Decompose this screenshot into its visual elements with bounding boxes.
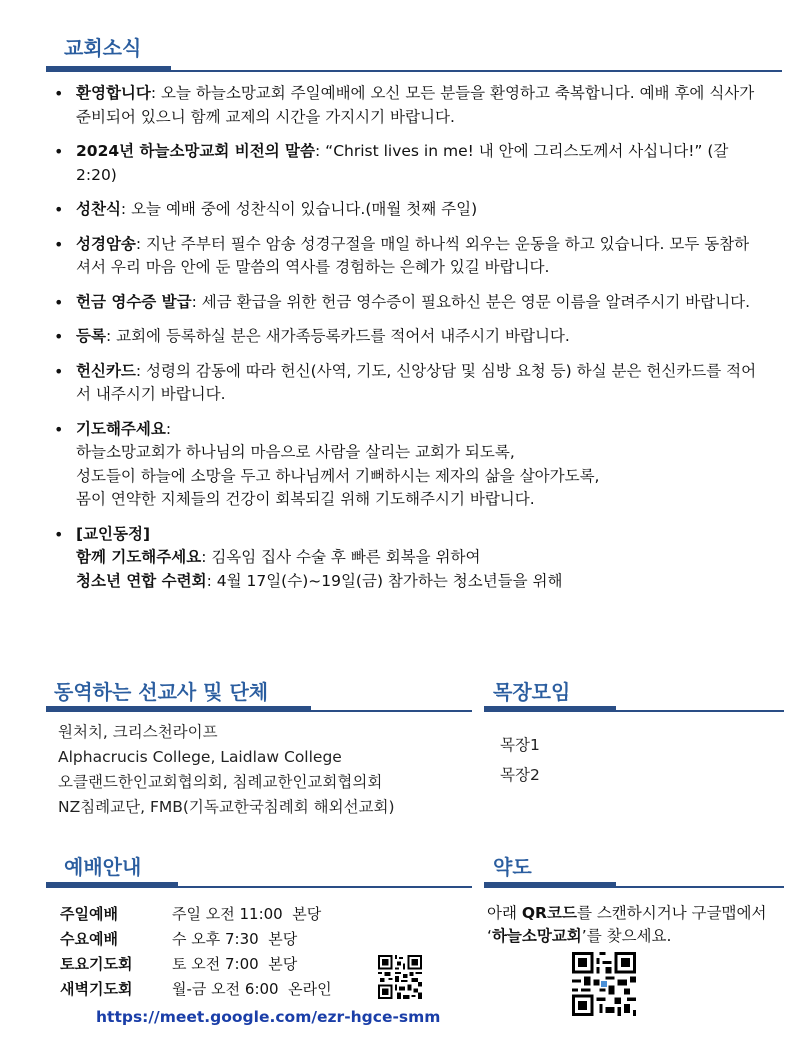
missions-list bbox=[58, 720, 395, 820]
news-item-head: 헌금 영수증 발급 bbox=[76, 292, 192, 311]
map-instructions bbox=[487, 902, 787, 948]
news-item-head: 환영합니다 bbox=[76, 84, 151, 102]
missions-rule bbox=[46, 710, 472, 712]
map-qr-word: QR코드 bbox=[521, 904, 577, 922]
news-item-body: : 성령의 감동에 따라 헌신(사역, 기도, 신앙상담 및 심방 요청 등) 하실 분은 헌신카드를 적어서 내주시기 바랍니다. bbox=[76, 361, 757, 403]
cells-rule bbox=[484, 710, 784, 712]
map-rule bbox=[484, 886, 784, 888]
worship-row bbox=[60, 902, 332, 927]
news-item bbox=[52, 291, 757, 315]
news-item bbox=[52, 140, 757, 187]
members-row-label: 함께 기도해주세요 bbox=[76, 548, 202, 566]
missions-line: 원처치, 크리스천라이프 bbox=[58, 723, 218, 741]
map-text-middle: 를 스캔하시거나 구글맵에서 ‘ bbox=[487, 904, 767, 945]
news-item-head: 2024년 하늘소망교회 비전의 말씀 bbox=[76, 142, 316, 160]
cells-line: 목장2 bbox=[500, 766, 540, 784]
map-church-name: 하늘소망교회 bbox=[491, 927, 582, 945]
news-item bbox=[52, 360, 757, 407]
prayer-item bbox=[52, 418, 757, 512]
worship-time: 월-금 오전 6:00 온라인 bbox=[172, 980, 332, 998]
members-row bbox=[76, 570, 757, 594]
news-item-body: : “Christ lives in me! 내 안에 그리스도께서 사십니다!” (갈 2:20) bbox=[76, 142, 729, 184]
prayer-head: 기도해주세요 bbox=[76, 419, 166, 438]
worship-row bbox=[60, 952, 332, 977]
worship-rule bbox=[46, 886, 472, 888]
news-item bbox=[52, 198, 757, 222]
missions-line: 오클랜드한인교회협의회, 침례교한인교회협의회 bbox=[58, 773, 383, 791]
news-item-body: : 오늘 하늘소망교회 주일예배에 오신 모든 분들을 환영하고 축복합니다. 예배 후에 식사가 준비되어 있으니 함께 교제의 시간을 가지시기 바랍니다. bbox=[76, 84, 755, 126]
members-row-label: 청소년 연합 수련회 bbox=[76, 571, 207, 590]
prayer-line: 몸이 연약한 지체들의 건강이 회복되길 위해 기도해주시기 바랍니다. bbox=[76, 490, 535, 508]
missions-line: NZ침례교단, FMB(기독교한국침례회 해외선교회) bbox=[58, 798, 395, 816]
news-item bbox=[52, 82, 757, 129]
prayer-line: 하늘소망교회가 하나님의 마음으로 사람을 살리는 교회가 되도록, bbox=[76, 443, 515, 461]
cells-list bbox=[500, 730, 540, 790]
news-list bbox=[52, 82, 757, 604]
news-item-head: 등록 bbox=[76, 327, 106, 345]
worship-row bbox=[60, 977, 332, 1002]
map-text-before: 아래 bbox=[487, 904, 522, 922]
worship-name: 주일예배 bbox=[60, 905, 118, 923]
prayer-line: 성도들이 하늘에 소망을 두고 하나님께서 기뻐하시는 제자의 삶을 살아가도록, bbox=[76, 466, 600, 485]
news-item-head: 성찬식 bbox=[76, 200, 121, 218]
news-item-head: 성경암송 bbox=[76, 234, 136, 253]
members-head: [교인동정] bbox=[76, 524, 151, 543]
worship-title: 예배안내 bbox=[64, 855, 142, 879]
news-title: 교회소식 bbox=[64, 36, 142, 60]
news-rule bbox=[46, 70, 782, 72]
worship-row bbox=[60, 927, 332, 952]
worship-schedule bbox=[60, 902, 332, 1002]
members-item bbox=[52, 523, 757, 594]
meet-link[interactable]: https://meet.google.com/ezr-hgce-smm bbox=[96, 1008, 441, 1026]
prayer-colon: : bbox=[165, 419, 172, 438]
news-item-body: : 오늘 예배 중에 성찬식이 있습니다.(매월 첫째 주일) bbox=[120, 200, 478, 218]
news-item-head: 헌신카드 bbox=[76, 361, 136, 380]
worship-name: 수요예배 bbox=[60, 930, 118, 948]
news-item-body: : 지난 주부터 필수 암송 성경구절을 매일 하나씩 외우는 운동을 하고 있습니다. 모두 동참하셔서 우리 마음 안에 둔 말씀의 역사를 경험하는 은혜가 있길 바랍니다. bbox=[76, 234, 750, 276]
news-item-body: : 세금 환급을 위한 헌금 영수증이 필요하신 분은 영문 이름을 알려주시기 바랍니다. bbox=[191, 292, 751, 311]
worship-name: 새벽기도회 bbox=[60, 980, 133, 998]
map-qr-code-icon bbox=[572, 952, 636, 1016]
missions-line: Alphacrucis College, Laidlaw College bbox=[58, 748, 342, 766]
map-text-after: ’를 찾으세요. bbox=[581, 927, 672, 945]
worship-time: 주일 오전 11:00 본당 bbox=[172, 905, 322, 923]
missions-title: 동역하는 선교사 및 단체 bbox=[54, 680, 269, 704]
worship-time: 토 오전 7:00 본당 bbox=[172, 955, 298, 973]
cells-title: 목장모임 bbox=[493, 680, 571, 704]
news-item-body: : 교회에 등록하실 분은 새가족등록카드를 적어서 내주시기 바랍니다. bbox=[105, 327, 570, 345]
map-title: 약도 bbox=[493, 855, 532, 879]
worship-name: 토요기도회 bbox=[60, 955, 133, 973]
members-row-text: : 김옥임 집사 수술 후 빠른 회복을 위하여 bbox=[201, 548, 481, 566]
news-item bbox=[52, 233, 757, 280]
members-row bbox=[76, 546, 757, 570]
news-item bbox=[52, 325, 757, 349]
cells-line: 목장1 bbox=[500, 736, 540, 754]
meet-qr-code-icon bbox=[378, 955, 422, 999]
members-row-text: : 4월 17일(수)~19일(금) 참가하는 청소년들을 위해 bbox=[206, 571, 563, 590]
worship-time: 수 오후 7:30 본당 bbox=[172, 930, 298, 948]
